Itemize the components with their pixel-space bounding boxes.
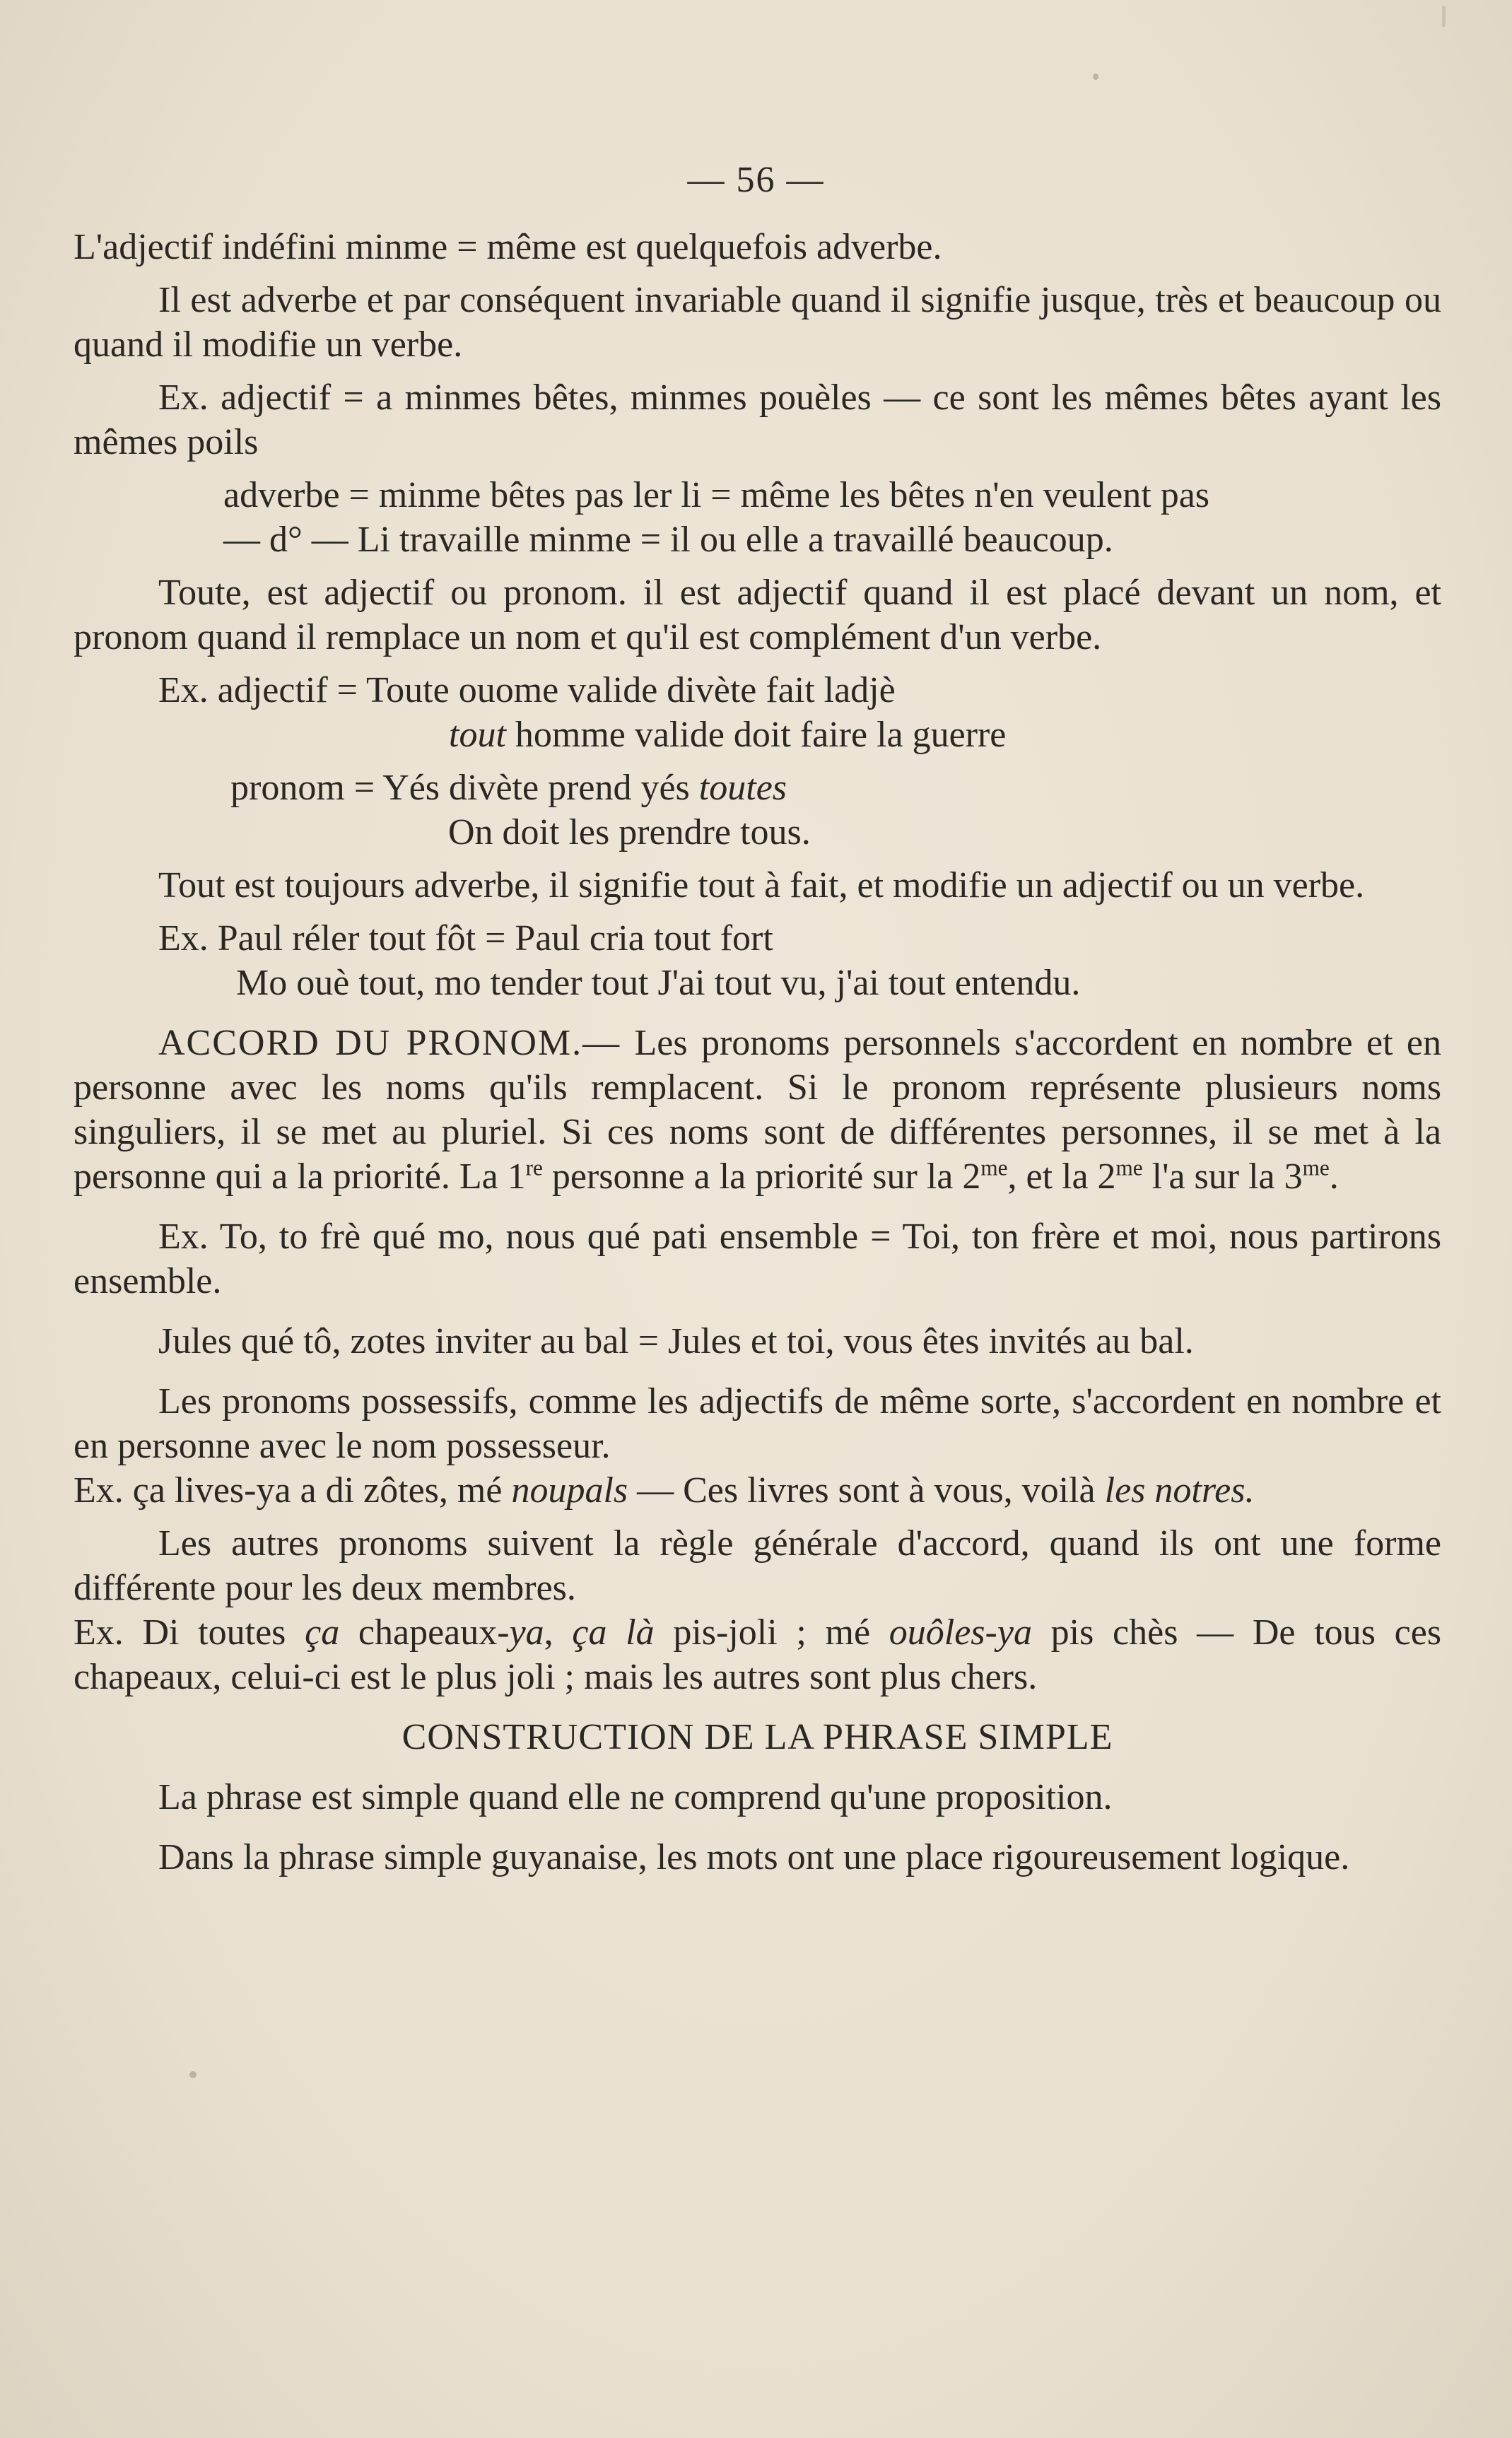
page-number: — 56 — — [687, 160, 825, 200]
superscript: me — [980, 1155, 1008, 1180]
paragraph: Les autres pronoms suivent la règle générale d'accord, quand ils ont une forme différente pour les deux membres. — [74, 1523, 1441, 1608]
ink-speck — [1442, 6, 1446, 27]
line-text: , — [544, 1612, 573, 1653]
paragraph: La phrase est simple quand elle ne comprend qu'une proposition. — [158, 1777, 1113, 1817]
paragraph: Il est adverbe et par conséquent invariable quand il signifie jusque, très et beaucoup ou quand il modifie un verbe. — [74, 280, 1441, 365]
paragraph — [74, 1021, 1441, 1199]
example-line — [74, 766, 1441, 810]
line-text: Ex. Di toutes — [74, 1612, 305, 1653]
superscript: re — [525, 1155, 543, 1180]
line-text: pis chès — De tous ces chapeaux, celui-ci est le plus joli ; mais les autres sont plus chers. — [74, 1612, 1442, 1697]
italic-word: ça là — [572, 1612, 655, 1653]
section-heading: CONSTRUCTION DE LA PHRASE SIMPLE — [402, 1717, 1113, 1757]
ink-speck — [189, 2071, 197, 2078]
page-body — [74, 225, 1441, 1880]
paragraph: Les pronoms possessifs, comme les adjectifs de même sorte, s'accordent en nombre et en personne avec le nom possesseur. — [74, 1381, 1441, 1466]
example-line — [74, 713, 1441, 757]
line-text: pronom = Yés divète prend yés — [230, 768, 699, 808]
superscript: me — [1115, 1155, 1143, 1180]
example-line — [74, 1468, 1441, 1513]
example-line: Ex. To, to frè qué mo, nous qué pati ensemble = Toi, ton frère et moi, nous partirons ensemble. — [74, 1217, 1441, 1301]
italic-word: les notres. — [1104, 1470, 1255, 1511]
italic-word: toutes — [698, 768, 787, 808]
italic-word: ya — [509, 1612, 544, 1653]
line-text: pis-joli ; mé — [654, 1612, 889, 1653]
italic-word: ça — [305, 1612, 340, 1653]
example-line: Ex. adjectif = a minmes bêtes, minmes pouèles — ce sont les mêmes bêtes ayant les mêmes poils — [74, 377, 1441, 462]
example-line: — d° — Li travaille minme = il ou elle a travaillé beaucoup. — [223, 520, 1113, 560]
line-text: l'a sur la 3 — [1142, 1156, 1303, 1197]
example-line — [74, 1610, 1441, 1699]
superscript: me — [1302, 1155, 1330, 1180]
paragraph: Toute, est adjectif ou pronom. il est adjectif quand il est placé devant un nom, et pronom quand il remplace un nom et qu'il est complément d'un verbe. — [74, 573, 1441, 657]
paragraph: Dans la phrase simple guyanaise, les mots ont une place rigoureusement logique. — [158, 1837, 1350, 1877]
paragraph: Tout est toujours adverbe, il signifie tout à fait, et modifie un adjectif ou un verbe. — [158, 865, 1365, 906]
line-text: Les pronoms personnels s'accordent en nombre et en personne avec les noms qu'ils remplacent. Si le pronom représente plusieurs noms singuliers, il se met au pluriel. Si ces noms sont de différentes personnes, il se met à la personne qui a la priorité. La 1 — [74, 1023, 1441, 1197]
line-text: — Ces livres sont à vous, voilà — [628, 1470, 1105, 1511]
section-label: ACCORD DU PRONOM.— — [158, 1023, 621, 1063]
paragraph: L'adjectif indéfini minme = même est quelquefois adverbe. — [74, 227, 942, 267]
example-line: Ex. Paul réler tout fôt = Paul cria tout fort — [158, 918, 773, 959]
line-text: Ex. ça lives-ya a di zôtes, mé — [74, 1470, 512, 1511]
ink-speck — [1093, 74, 1098, 80]
example-line: Ex. adjectif = Toute ouome valide divète fait ladjè — [158, 670, 896, 710]
example-line: adverbe = minme bêtes pas ler li = même les bêtes n'en veulent pas — [223, 475, 1210, 515]
example-line: On doit les prendre tous. — [448, 812, 811, 852]
line-text: , et la 2 — [1007, 1156, 1116, 1197]
line-text: homme valide doit faire la guerre — [505, 715, 1007, 755]
example-line: Jules qué tô, zotes inviter au bal = Jules et toi, vous êtes invités au bal. — [158, 1321, 1194, 1361]
italic-word: tout — [449, 715, 506, 755]
line-text: chapeaux- — [339, 1612, 510, 1653]
example-line: Mo ouè tout, mo tender tout J'ai tout vu, j'ai tout entendu. — [236, 963, 1081, 1003]
italic-word: noupals — [511, 1470, 628, 1511]
italic-word: ouôles-ya — [889, 1612, 1032, 1653]
line-text: personne a la priorité sur la 2 — [542, 1156, 981, 1197]
line-text: . — [1329, 1156, 1339, 1197]
